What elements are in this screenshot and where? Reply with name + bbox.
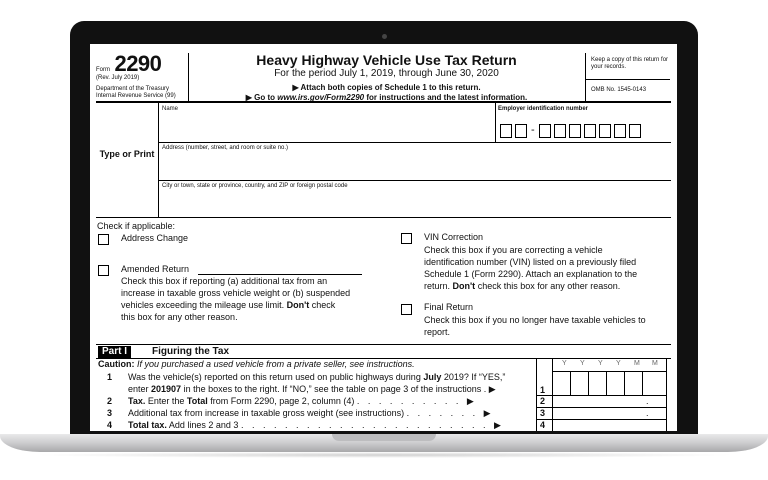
name-label: Name (162, 106, 179, 112)
line-2-text-a: Enter the (147, 396, 185, 406)
amended-desc-1: Check this box if reporting (a) additional tax from an (121, 276, 328, 286)
line-4-text-a: Add lines 2 and 3 (168, 420, 239, 430)
line-1-number: 1 (107, 372, 113, 382)
ein-digit-box[interactable] (569, 124, 581, 138)
omb-divider (585, 79, 670, 80)
name-input[interactable] (162, 113, 492, 139)
department-line: Department of the Treasury (96, 86, 170, 92)
line-4-number: 4 (107, 420, 113, 430)
vin-desc-4c: check this box for any other reason. (477, 281, 621, 291)
amended-desc-3c: check (311, 300, 336, 310)
line1-date-input[interactable] (552, 371, 666, 395)
line-3-text (128, 408, 494, 419)
vin-desc-1: Check this box if you are correcting a vehicle (424, 245, 603, 255)
ymd-letter: M (652, 360, 658, 367)
tax-period: For the period July 1, 2019, through June 30, 2020 (274, 68, 499, 79)
line-2-box-number: 2 (540, 396, 546, 406)
vin-desc-4 (424, 281, 620, 292)
amended-return-label: Amended Return (121, 264, 190, 274)
line-4-amount-input[interactable] (553, 420, 665, 431)
ein-digit-box[interactable] (500, 124, 512, 138)
amount-col-right (666, 359, 667, 431)
line-1-text-b: 2019? If “YES,” (443, 372, 506, 382)
city-label: City or town, state or province, country, and ZIP or foreign postal code (162, 183, 348, 189)
header-divider-right (585, 53, 586, 101)
line-1-cont-a: enter (128, 384, 149, 394)
address-bottom-rule (158, 180, 671, 181)
vin-desc-3: Schedule 1 (Form 2290). Attach an explanation to the (424, 269, 638, 279)
final-desc-2: report. (424, 327, 451, 337)
line-1-text (128, 372, 505, 383)
amended-desc-4: this box for any other reason. (121, 312, 238, 322)
ymd-letter: Y (580, 360, 585, 367)
ein-label: Employer identification number (498, 106, 589, 112)
line-3-number: 3 (107, 408, 113, 418)
amended-desc-2: increase in taxable gross vehicle weight or (b) suspended (121, 288, 351, 298)
amended-desc-3 (121, 300, 335, 311)
line-2-bold-b: Total (186, 396, 208, 406)
webcam-icon (382, 34, 387, 39)
ein-digit-box[interactable] (629, 124, 641, 138)
address-input[interactable] (162, 152, 667, 178)
final-desc-1: Check this box if you no longer have taxable vehicles to (424, 315, 646, 325)
address-change-checkbox[interactable] (98, 234, 109, 245)
line-4-bold: Total tax. (128, 420, 167, 430)
ymd-letter: Y (562, 360, 567, 367)
address-change-label: Address Change (121, 233, 189, 243)
caution-label: Caution: (98, 359, 135, 369)
amended-desc-3b: Don't (286, 300, 310, 310)
line-2-text (128, 396, 477, 407)
caution-text: If you purchased a used vehicle from a private seller, see instructions. (137, 359, 415, 369)
date-cell-divider (588, 371, 589, 395)
omb-number: OMB No. 1545-0143 (591, 87, 647, 93)
line-4-dots: . . . . . . . . . . . . . . . . . . . . . . . ▶ (240, 420, 504, 430)
final-return-label: Final Return (424, 302, 474, 312)
vin-desc-2: identification number (VIN) listed on a previously filed (424, 257, 637, 267)
keep-copy-note: Keep a copy of this return for your records. (591, 57, 669, 70)
attach-instruction: ▶ Attach both copies of Schedule 1 to this return. (292, 83, 481, 92)
line-3-box-number: 3 (540, 408, 546, 418)
address-label: Address (number, street, and room or suite no.) (162, 145, 289, 151)
irs-line: Internal Revenue Service (99) (96, 93, 176, 99)
line-3-decimal: . (646, 408, 649, 418)
line-3-text-a: Additional tax from increase in taxable gross weight (see instructions) (128, 408, 405, 418)
yyyymm-header (552, 359, 666, 369)
ymd-letter: Y (598, 360, 603, 367)
ein-digit-box[interactable] (584, 124, 596, 138)
date-cell-divider (624, 371, 625, 395)
line-2-bold-a: Tax. (128, 396, 146, 406)
laptop-notch (332, 434, 436, 441)
identity-bottom-rule (96, 217, 671, 218)
line-1-box-number: 1 (540, 385, 546, 395)
line-1-cont-bold: 201907 (151, 384, 182, 394)
vin-correction-label: VIN Correction (424, 232, 484, 242)
form-number: 2290 (114, 51, 162, 76)
ein-input[interactable] (500, 124, 660, 140)
form-number-block (96, 51, 161, 77)
goto-prefix: ▶ Go to (245, 93, 276, 102)
line-4-box-number: 4 (540, 420, 546, 430)
form-title: Heavy Highway Vehicle Use Tax Return (256, 52, 517, 68)
part1-title: Figuring the Tax (152, 346, 230, 357)
date-cell-divider (606, 371, 607, 395)
ein-digit-box[interactable] (515, 124, 527, 138)
line-1-bold: July (423, 372, 442, 382)
line-4-text (128, 420, 504, 431)
amended-desc-3a: vehicles exceeding the mileage use limit. (121, 300, 285, 310)
name-bottom-rule (158, 142, 671, 143)
form-revision: (Rev. July 2019) (96, 75, 140, 81)
city-input[interactable] (162, 190, 667, 214)
line-2-number: 2 (107, 396, 113, 406)
check-applicable-heading: Check if applicable: (97, 221, 176, 231)
amended-return-checkbox[interactable] (98, 265, 109, 276)
ymd-letter: Y (616, 360, 621, 367)
type-or-print-label: Type or Print (99, 149, 155, 159)
goto-link[interactable]: www.irs.gov/Form2290 (277, 93, 365, 102)
amended-return-line[interactable] (198, 274, 362, 275)
goto-suffix: for instructions and the latest information. (366, 93, 528, 102)
ymd-letter: M (634, 360, 640, 367)
identity-left-divider (158, 102, 159, 217)
line-1-text-cont (128, 384, 496, 395)
ein-digit-box[interactable] (599, 124, 611, 138)
header-bottom-rule (96, 101, 671, 103)
part1-top-rule (96, 344, 671, 345)
date-cell-divider (570, 371, 571, 395)
date-cell-divider (642, 371, 643, 395)
ein-divider (495, 102, 496, 142)
final-return-checkbox[interactable] (401, 304, 412, 315)
ein-digit-box[interactable] (539, 124, 551, 138)
screen (90, 44, 677, 431)
line-2-dots: . . . . . . . . . . ▶ (356, 396, 477, 406)
ein-digit-box[interactable] (554, 124, 566, 138)
line-2-decimal: . (646, 396, 649, 406)
vin-correction-checkbox[interactable] (401, 233, 412, 244)
vin-desc-4a: return. (424, 281, 451, 291)
vin-desc-4b: Don't (452, 281, 476, 291)
ein-dash: - (531, 124, 535, 136)
laptop-shadow (30, 452, 738, 458)
caution-line (98, 359, 415, 370)
line-2-text-b: from Form 2290, page 2, column (4) (210, 396, 355, 406)
ein-digit-box[interactable] (614, 124, 626, 138)
line-1-text-a: Was the vehicle(s) reported on this return used on public highways during (128, 372, 421, 382)
form-word: Form (96, 67, 110, 73)
line-1-cont-b: in the boxes to the right. If “NO,” see the table on page 3 of the instructions . ▶ (183, 384, 496, 394)
part1-label: Part I (98, 346, 131, 358)
line-3-dots: . . . . . . . ▶ (406, 408, 494, 418)
